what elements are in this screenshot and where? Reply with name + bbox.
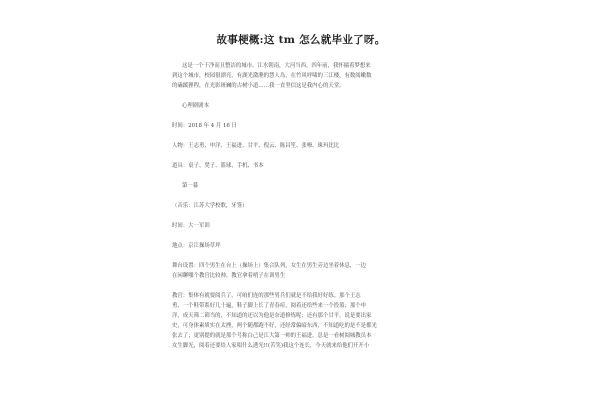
intro-line: 这是一个干净而且整洁的城市，江水朝南，大河当西，四年前，我怀揣着梦想来 [182,63,371,69]
instructor-line: 史，可身体素质实在太挫，两个随都跑不好，还经常偏暗东西，不知道吃的是不是都光 [172,323,377,329]
characters-line: 人物：王志勇、申洋、王福进、甘平、倪云、陈昌笙、张嘹、珠玛比比 [172,143,340,149]
scene-time-line: 时间：大一军训 [172,223,210,229]
props-line: 道具：桌子、凳子、篮球、手机、书本 [172,163,264,169]
stage-setting-paragraph [172,261,430,281]
stage-setting-line: 舞台设置：四个男生在台上（操场上）集合队列，女生在男生旁边坐着休息，一边 [172,263,367,269]
instructor-line: 教官：集体有就要阅兵了，可咱们连的那些男兵们就是不给我好好练。那个王志 [172,293,361,299]
intro-line: 的磕蹊狸程，在光影斑斓的古树小道……我一直坚信这是我内心的天堂。 [172,83,345,89]
document-title: 故事梗概:这 tm 怎么就毕业了呀。 [216,34,386,46]
script-label: 心理剧剧本 [182,103,209,109]
instructor-line: 勇，一个鞋带系好几十遍，鞋子脚上长了青春痘，阅着还给些来一个投篮；那个申 [172,303,367,309]
location-line: 地点：京江操场草坪 [172,243,221,249]
stage-setting-line: 在闲聊哪个教官比较帅。教官拿着哨子在训男生 [172,273,286,279]
intro-line: 到这个城市，校园很漂亮，有湖光潋滟的慧人岛，在竹风呼啸的三江楼，有数阅嫩数 [172,73,372,79]
time-line: 时间：2018 年 4 月 16 日 [172,123,237,129]
act-label: 第一幕 [182,183,199,189]
instructor-paragraph [172,291,430,351]
document-body [172,32,430,361]
intro-paragraph [172,61,430,91]
music-line: （音乐：江苏大学校歌，牙签） [172,203,248,209]
instructor-line: 女生脚光，阅着还要给人家唱什么透光!!(苦笑)我这个连长，今天就来给他们开开小 [172,343,370,349]
instructor-line: 张去了；更别提的就是那个号称白己是江大第一帅的王福进，总是一看树阅城教员本 [172,333,372,339]
instructor-line: 洋，成天筛二筛当的，不知道的还以为他是奈道修炼呢；还有那个甘平，说是要出家 [172,313,372,319]
